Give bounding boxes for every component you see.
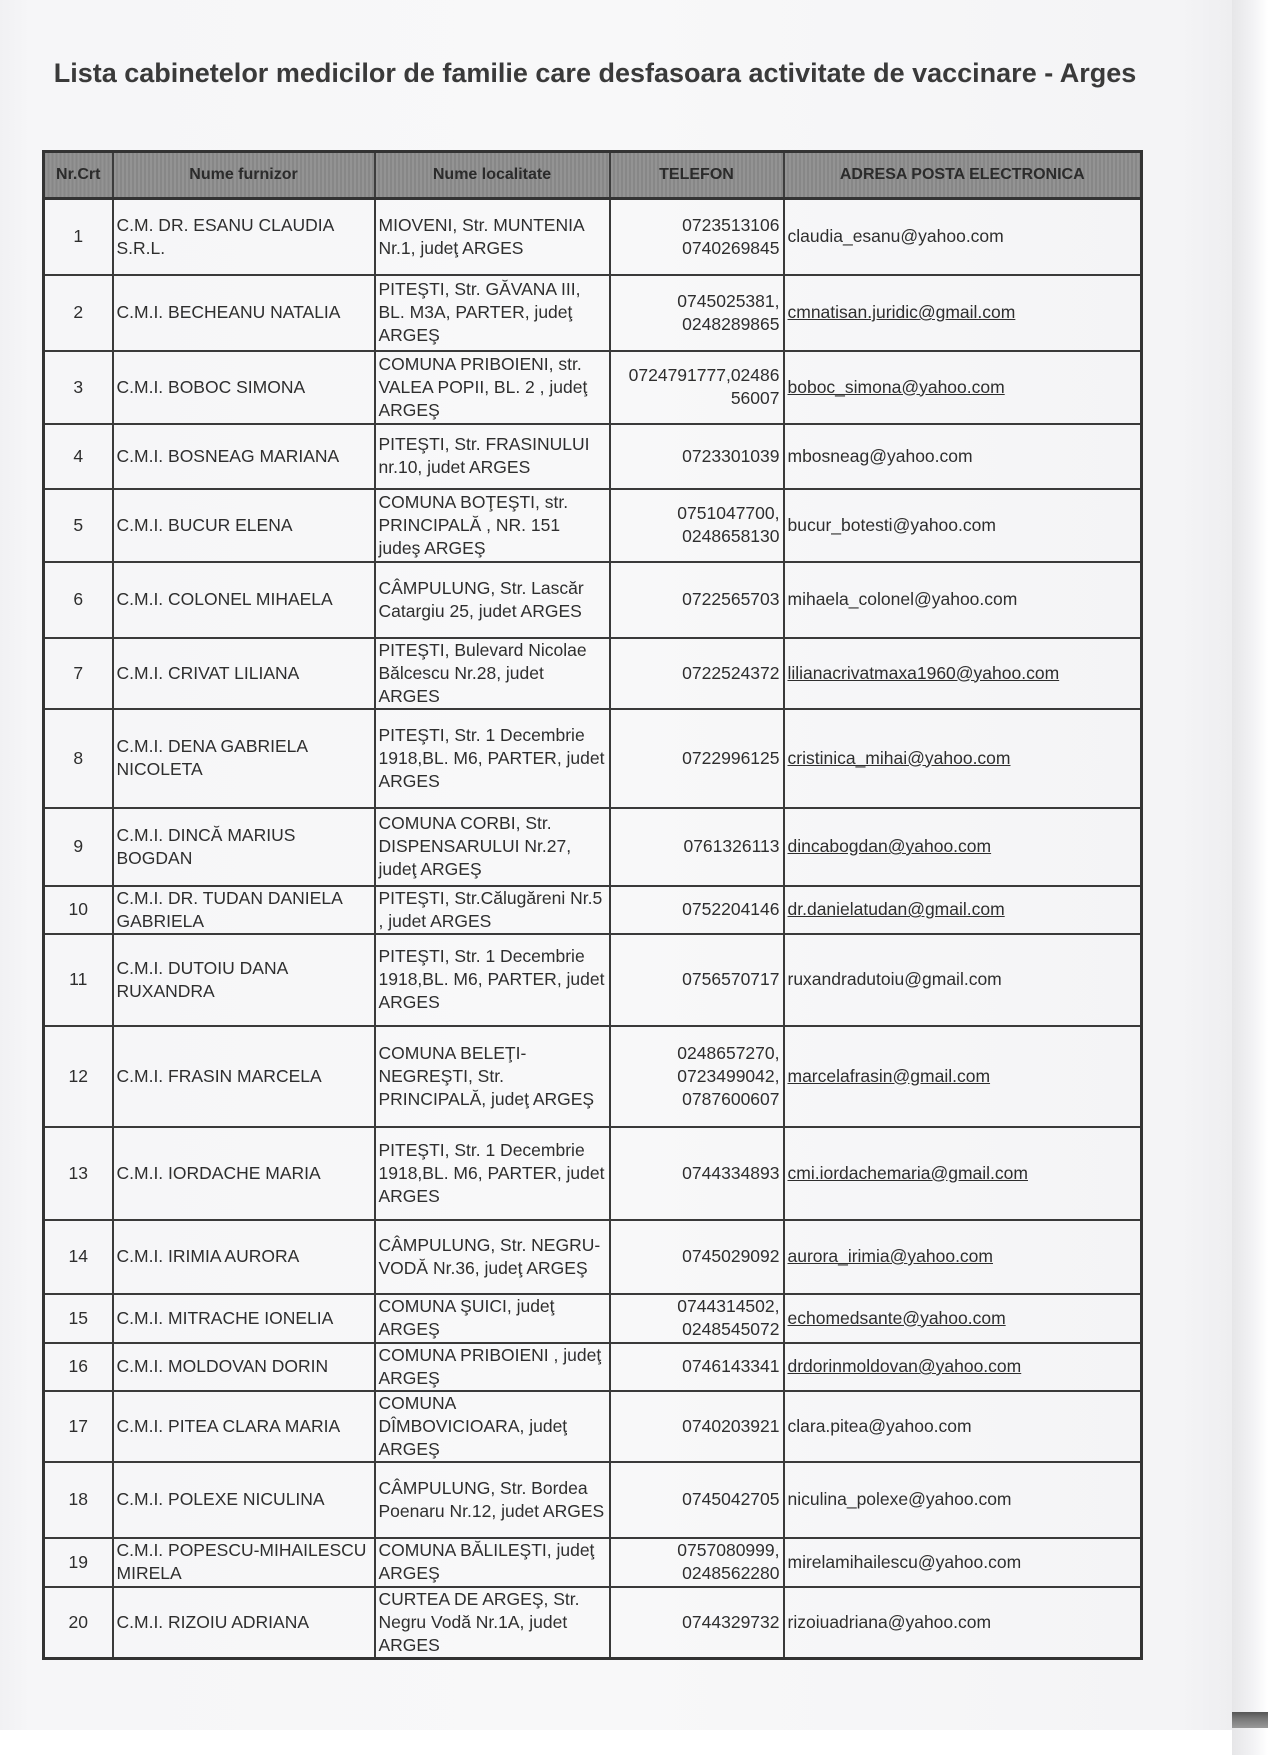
provider-name-cell [113, 638, 375, 709]
row-number: 19 [68, 1551, 88, 1572]
locality-address: COMUNA CORBI, Str. DISPENSARULUI Nr.27, judeţ ARGEŞ [378, 813, 572, 879]
locality-address: COMUNA PRIBOIENI , judeţ ARGEŞ [378, 1344, 602, 1388]
provider-name-cell [113, 489, 375, 562]
row-number-cell [44, 1026, 113, 1127]
phone-number-cell [610, 709, 784, 808]
locality-address-cell [375, 709, 610, 808]
phone-number-cell [610, 1294, 784, 1343]
locality-address: COMUNA DÎMBOVICIOARA, judeţ ARGEŞ [378, 1392, 568, 1459]
row-number-cell [44, 1462, 113, 1538]
table-row [44, 1391, 1142, 1462]
phone-number-cell [610, 1587, 784, 1659]
row-number: 16 [68, 1356, 88, 1376]
provider-name-cell [113, 1343, 375, 1391]
phone-number: 0744329732 [682, 1611, 780, 1632]
email-address-cell [784, 1391, 1142, 1462]
email-address-cell [784, 1462, 1142, 1538]
phone-number: 0722996125 [682, 747, 780, 768]
locality-address: CÂMPULUNG, Str. Lascăr Catargiu 25, judet ARGES [378, 577, 584, 621]
email-address-cell [784, 424, 1142, 489]
locality-address-cell [375, 1538, 610, 1587]
phone-number-cell [610, 424, 784, 489]
provider-name-cell [113, 1587, 375, 1659]
table-row [44, 351, 1142, 424]
provider-name-cell [113, 934, 375, 1026]
table-row [44, 275, 1142, 351]
phone-number-cell [610, 1127, 784, 1220]
phone-number-cell [610, 1220, 784, 1294]
provider-name: C.M.I. POPESCU-MIHAILESCU MIRELA [116, 1540, 367, 1583]
phone-number: 0248657270, 0723499042, 0787600607 [677, 1042, 780, 1109]
table-row [44, 1294, 1142, 1343]
provider-name: C.M.I. PITEA CLARA MARIA [116, 1415, 341, 1436]
row-number: 13 [68, 1162, 88, 1183]
table-row [44, 1220, 1142, 1294]
phone-number-cell [610, 886, 784, 934]
email-address-cell [784, 1294, 1142, 1343]
row-number-cell [44, 351, 113, 424]
provider-name-cell [113, 351, 375, 424]
phone-number: 0745025381, 0248289865 [677, 290, 780, 334]
locality-address: MIOVENI, Str. MUNTENIA Nr.1, judeţ ARGES [378, 214, 584, 258]
row-number-cell [44, 1127, 113, 1220]
row-number-cell [44, 275, 113, 351]
row-number-cell [44, 638, 113, 709]
email-link[interactable]: boboc_simona@yahoo.com [787, 376, 1005, 397]
email-link[interactable]: mihaela_colonel@yahoo.com [787, 589, 1018, 609]
provider-name: C.M.I. MITRACHE IONELIA [116, 1307, 334, 1328]
email-link[interactable]: drdorinmoldovan@yahoo.com [787, 1356, 1022, 1376]
email-link[interactable]: clara.pitea@yahoo.com [787, 1415, 972, 1436]
locality-address-cell [375, 638, 610, 709]
locality-address-cell [375, 1343, 610, 1391]
header-adresa-email: ADRESA POSTA ELECTRONICA [784, 152, 1142, 199]
locality-address-cell [375, 1294, 610, 1343]
table-row [44, 1127, 1142, 1220]
row-number: 2 [73, 302, 84, 322]
row-number: 14 [68, 1246, 88, 1266]
provider-name-cell [113, 1220, 375, 1294]
email-link[interactable]: bucur_botesti@yahoo.com [787, 514, 996, 535]
email-address-cell [784, 886, 1142, 934]
phone-number: 0761326113 [683, 836, 780, 856]
email-link[interactable]: claudia_esanu@yahoo.com [787, 226, 1004, 247]
table-row [44, 808, 1142, 886]
locality-address: PITEŞTI, Str. 1 Decembrie 1918,BL. M6, PARTER, judet ARGES [378, 946, 605, 1012]
locality-address: CÂMPULUNG, Str. NEGRU-VODĂ Nr.36, judeţ ARGEŞ [378, 1234, 601, 1278]
phone-number: 0724791777,02486 56007 [628, 365, 780, 408]
phone-number: 0723301039 [682, 445, 780, 466]
email-link[interactable]: dr.danielatudan@gmail.com [787, 899, 1005, 919]
provider-name: C.M.I. COLONEL MIHAELA [116, 589, 333, 609]
row-number-cell [44, 562, 113, 638]
provider-name-cell [113, 709, 375, 808]
provider-name: C.M.I. BUCUR ELENA [116, 514, 293, 535]
locality-address-cell [375, 275, 610, 351]
row-number: 6 [73, 589, 84, 609]
email-address-cell [784, 199, 1142, 275]
phone-number-cell [610, 1391, 784, 1462]
phone-number: 0744334893 [682, 1162, 780, 1183]
provider-name-cell [113, 199, 375, 275]
locality-address-cell [375, 1391, 610, 1462]
email-address-cell [784, 709, 1142, 808]
row-number-cell [44, 1391, 113, 1462]
provider-name: C.M.I. BOBOC SIMONA [116, 376, 306, 397]
provider-name: C.M.I. DUTOIU DANA RUXANDRA [116, 957, 288, 1001]
phone-number: 0722565703 [682, 589, 780, 609]
row-number: 15 [68, 1307, 88, 1328]
provider-name-cell [113, 808, 375, 886]
row-number-cell [44, 199, 113, 275]
provider-name: C.M.I. DENA GABRIELA NICOLETA [116, 736, 308, 779]
row-number: 1 [73, 226, 84, 247]
table-row [44, 638, 1142, 709]
email-link[interactable]: ruxandradutoiu@gmail.com [787, 969, 1002, 989]
document-title: Lista cabinetelor medicilor de familie care desfasoara activitate de vaccinare - Arges [53, 58, 1137, 88]
provider-name: C.M.I. BECHEANU NATALIA [116, 302, 341, 322]
header-nr-crt: Nr.Crt [44, 152, 113, 199]
phone-number-cell [610, 275, 784, 351]
provider-name: C.M. DR. ESANU CLAUDIA S.R.L. [116, 214, 334, 258]
email-address-cell [784, 638, 1142, 709]
table-row [44, 1026, 1142, 1127]
header-nume-furnizor: Nume furnizor [113, 152, 375, 199]
provider-name: C.M.I. DR. TUDAN DANIELA GABRIELA [116, 887, 342, 931]
phone-number-cell [610, 351, 784, 424]
row-number-cell [44, 1220, 113, 1294]
phone-number: 0722524372 [682, 662, 780, 683]
provider-name-cell [113, 1462, 375, 1538]
locality-address-cell [375, 808, 610, 886]
table-row [44, 709, 1142, 808]
header-telefon: TELEFON [610, 152, 784, 199]
email-address-cell [784, 934, 1142, 1026]
email-link[interactable]: niculina_polexe@yahoo.com [787, 1489, 1012, 1509]
phone-number: 0740203921 [682, 1415, 780, 1436]
locality-address: PITEŞTI, Str. FRASINULUI nr.10, judet ARGES [378, 434, 590, 477]
row-number: 5 [73, 514, 84, 535]
email-link[interactable]: mirelamihailescu@yahoo.com [787, 1551, 1022, 1572]
email-address-cell [784, 1538, 1142, 1587]
row-number-cell [44, 424, 113, 489]
locality-address: COMUNA BOŢEŞTI, str. PRINCIPALĂ , NR. 151 judeş ARGEŞ [378, 491, 569, 558]
header-nume-localitate: Nume localitate [375, 152, 610, 199]
row-number-cell [44, 1343, 113, 1391]
phone-number-cell [610, 1343, 784, 1391]
locality-address: PITEŞTI, Str. 1 Decembrie 1918,BL. M6, PARTER, judet ARGES [378, 724, 605, 791]
table-row [44, 934, 1142, 1026]
row-number: 8 [73, 747, 84, 768]
phone-number: 0745029092 [682, 1246, 780, 1266]
locality-address-cell [375, 424, 610, 489]
row-number-cell [44, 489, 113, 562]
table-row [44, 199, 1142, 275]
phone-number-cell [610, 1462, 784, 1538]
locality-address: CURTEA DE ARGEŞ, Str. Negru Vodă Nr.1A, judet ARGES [378, 1588, 580, 1655]
email-address-cell [784, 1127, 1142, 1220]
scan-edge-strip [1232, 0, 1268, 1755]
locality-address-cell [375, 199, 610, 275]
row-number: 20 [68, 1611, 88, 1632]
row-number-cell [44, 886, 113, 934]
phone-number: 0752204146 [682, 899, 780, 919]
locality-address-cell [375, 489, 610, 562]
scan-edge-mark [1232, 1712, 1268, 1728]
phone-number-cell [610, 199, 784, 275]
locality-address-cell [375, 886, 610, 934]
row-number-cell [44, 1294, 113, 1343]
row-number: 10 [68, 899, 88, 919]
provider-name: C.M.I. CRIVAT LILIANA [116, 662, 300, 683]
email-address-cell [784, 489, 1142, 562]
locality-address: COMUNA BĂLILEŞTI, judeţ ARGEŞ [378, 1540, 595, 1583]
row-number: 3 [73, 376, 84, 397]
email-address-cell [784, 1343, 1142, 1391]
table-row [44, 886, 1142, 934]
phone-number: 0756570717 [682, 969, 780, 989]
email-address-cell [784, 1026, 1142, 1127]
provider-name-cell [113, 562, 375, 638]
row-number: 11 [69, 969, 88, 989]
locality-address-cell [375, 1026, 610, 1127]
email-link[interactable]: dincabogdan@yahoo.com [787, 836, 992, 856]
locality-address-cell [375, 1127, 610, 1220]
table-row [44, 1538, 1142, 1587]
email-link[interactable]: cmi.iordachemaria@gmail.com [787, 1162, 1028, 1183]
provider-name: C.M.I. IORDACHE MARIA [116, 1162, 321, 1183]
email-link[interactable]: lilianacrivatmaxa1960@yahoo.com [787, 662, 1060, 683]
phone-number-cell [610, 934, 784, 1026]
table-row [44, 489, 1142, 562]
email-link[interactable]: rizoiuadriana@yahoo.com [787, 1611, 992, 1632]
phone-number-cell [610, 1538, 784, 1587]
phone-number: 0744314502, 0248545072 [677, 1296, 780, 1339]
row-number-cell [44, 934, 113, 1026]
provider-name-cell [113, 1026, 375, 1127]
locality-address-cell [375, 1587, 610, 1659]
locality-address: CÂMPULUNG, Str. Bordea Poenaru Nr.12, judet ARGES [378, 1477, 605, 1521]
provider-name: C.M.I. IRIMIA AURORA [116, 1246, 300, 1266]
provider-name-cell [113, 424, 375, 489]
provider-name-cell [113, 1294, 375, 1343]
phone-number-cell [610, 489, 784, 562]
row-number: 9 [73, 836, 84, 856]
locality-address: PITEŞTI, Str.Călugăreni Nr.5 , judet ARGES [378, 887, 603, 931]
email-link[interactable]: cristinica_mihai@yahoo.com [787, 747, 1011, 768]
email-link[interactable]: marcelafrasin@gmail.com [787, 1065, 991, 1086]
provider-name-cell [113, 1127, 375, 1220]
email-link[interactable]: echomedsante@yahoo.com [787, 1307, 1006, 1328]
locality-address-cell [375, 1462, 610, 1538]
phone-number-cell [610, 562, 784, 638]
phone-number: 0757080999, 0248562280 [677, 1540, 780, 1583]
phone-number-cell [610, 1026, 784, 1127]
phone-number-cell [610, 638, 784, 709]
table-header-row [44, 152, 1142, 199]
provider-name: C.M.I. POLEXE NICULINA [116, 1489, 325, 1509]
provider-name: C.M.I. MOLDOVAN DORIN [116, 1356, 329, 1376]
locality-address-cell [375, 351, 610, 424]
vaccination-clinics-table [42, 150, 1143, 1660]
locality-address: COMUNA PRIBOIENI, str. VALEA POPII, BL. 2 , judeţ ARGEŞ [378, 353, 588, 420]
provider-name-cell [113, 886, 375, 934]
phone-number: 0745042705 [682, 1489, 780, 1509]
table-row [44, 562, 1142, 638]
row-number: 7 [73, 662, 84, 683]
email-address-cell [784, 562, 1142, 638]
phone-number-cell [610, 808, 784, 886]
table-row [44, 1343, 1142, 1391]
locality-address: PITEŞTI, Str. 1 Decembrie 1918,BL. M6, PARTER, judet ARGES [378, 1139, 605, 1206]
phone-number: 0746143341 [682, 1356, 780, 1376]
row-number-cell [44, 808, 113, 886]
table-row [44, 424, 1142, 489]
provider-name: C.M.I. BOSNEAG MARIANA [116, 445, 340, 466]
locality-address: COMUNA ŞUICI, judeţ ARGEŞ [378, 1296, 555, 1339]
provider-name: C.M.I. DINCĂ MARIUS BOGDAN [116, 824, 296, 868]
row-number: 12 [68, 1065, 88, 1086]
provider-name: C.M.I. RIZOIU ADRIANA [116, 1611, 310, 1632]
email-address-cell [784, 351, 1142, 424]
email-link[interactable]: aurora_irimia@yahoo.com [787, 1246, 993, 1266]
provider-name-cell [113, 275, 375, 351]
locality-address: COMUNA BELEŢI-NEGREŞTI, Str. PRINCIPALĂ, judeţ ARGEŞ [378, 1042, 595, 1109]
table-row [44, 1587, 1142, 1659]
locality-address-cell [375, 1220, 610, 1294]
locality-address-cell [375, 562, 610, 638]
phone-number: 0751047700, 0248658130 [677, 503, 780, 546]
email-address-cell [784, 1220, 1142, 1294]
provider-name-cell [113, 1391, 375, 1462]
provider-name-cell [113, 1538, 375, 1587]
provider-name: C.M.I. FRASIN MARCELA [116, 1065, 322, 1086]
email-link[interactable]: cmnatisan.juridic@gmail.com [787, 302, 1016, 322]
row-number-cell [44, 1538, 113, 1587]
email-address-cell [784, 275, 1142, 351]
row-number: 4 [73, 445, 84, 466]
locality-address-cell [375, 934, 610, 1026]
row-number: 18 [68, 1489, 88, 1509]
locality-address: PITEŞTI, Bulevard Nicolae Bălcescu Nr.28, judet ARGES [378, 639, 587, 706]
email-address-cell [784, 1587, 1142, 1659]
row-number-cell [44, 709, 113, 808]
email-address-cell [784, 808, 1142, 886]
locality-address: PITEŞTI, Str. GĂVANA III, BL. M3A, PARTER, judeţ ARGEŞ [378, 279, 581, 345]
phone-number: 0723513106 0740269845 [682, 214, 780, 258]
table-row [44, 1462, 1142, 1538]
email-link[interactable]: mbosneag@yahoo.com [787, 445, 973, 466]
row-number: 17 [68, 1415, 88, 1436]
row-number-cell [44, 1587, 113, 1659]
